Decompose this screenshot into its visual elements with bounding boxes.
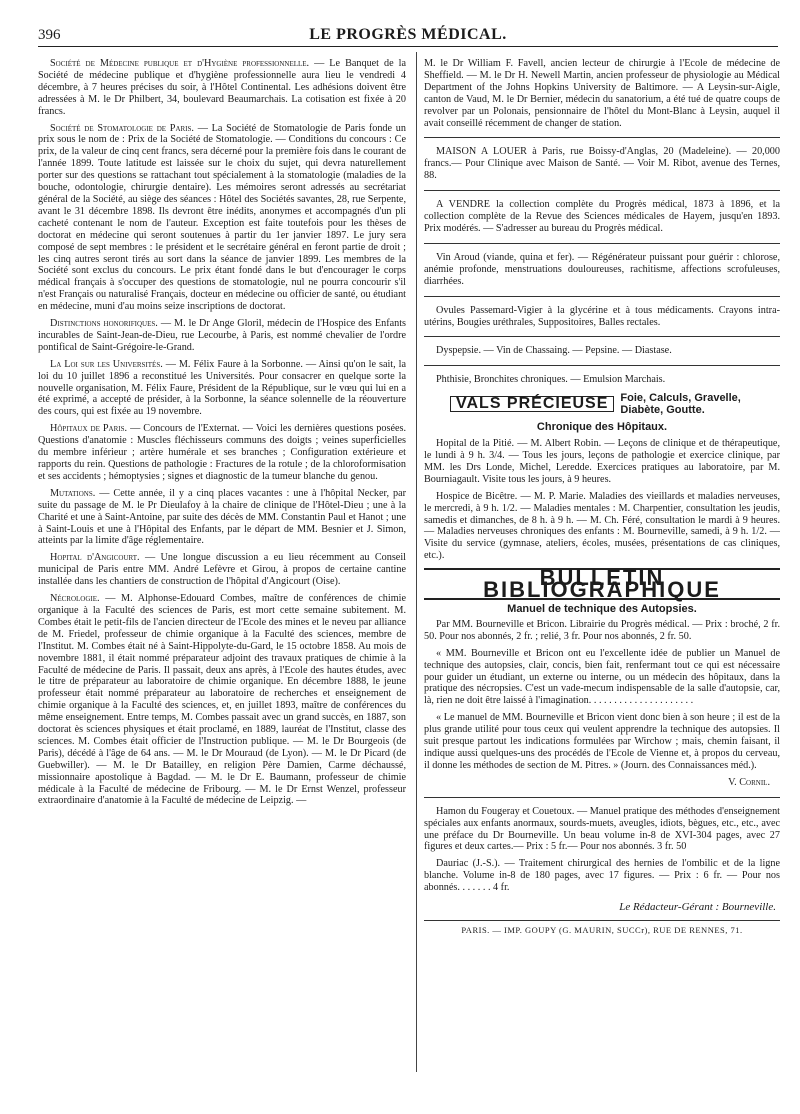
ad-ovules: Ovules Passemard-Vigier à la glycérine et à tous médicaments. Crayons intra-utérins, Bougies uréthrales, Suppositoires, Balles rectales. <box>424 304 780 328</box>
divider <box>424 336 780 337</box>
column-divider <box>416 52 417 1072</box>
manuel-title: Manuel de technique des Autopsies. <box>507 603 697 615</box>
item-heading: Mutations. <box>50 487 96 499</box>
chronique-title: Chronique des Hôpitaux. <box>536 421 668 434</box>
item-text: — Concours de l'Externat. — Voici les dernières questions posées. Questions d'anatomie : Muscles fléchisseurs communs des doigts ; veines superficielles du membre inférieur ; artère humérale et ses branches ; Configuration extérieure et rapports du rein. Questions de pathologie : Fractures de la rotule ; de la chloroformisation et ses accidents ; hémoptysies ; signes et diagnostic de la tumeur blanche du genou. <box>38 423 406 482</box>
ad-phthisie: Phthisie, Bronchites chroniques. — Emulsion Marchais. <box>436 374 666 386</box>
item-text: — Cette année, il y a cinq places vacantes : une à l'hôpital Necker, par suite du passage de M. le Pr Dieulafoy à la chaire de clinique de l'Hôtel-Dieu ; une à la Charité et une à Saint-Antoine, par suite des décès de MM. Constantin Paul et Hanot ; une à Saint-Louis et une à l'Hôpital des Enfants, par le départ de MM. Besnier et J. Simon, atteints par la limite d'âge réglementaire. <box>38 487 406 547</box>
divider <box>424 243 780 244</box>
book-dauriac: Dauriac (J.-S.). — Traitement chirurgical des hernies de l'ombilic et de la ligne blanche. Volume in-8 de 180 pages, avec 17 figures. — Prix : 6 fr. — Pour nos abonnés. . . . . . . 4 fr. <box>424 858 780 894</box>
vals-line-2: Diabète, Goutte. <box>620 404 705 417</box>
divider <box>424 365 780 366</box>
ad-vendre: A VENDRE la collection complète du Progrès médical, 1873 à 1896, et la collection complète de la Revue des Sciences médicales de Hayem, jusqu'en 1893. Prix modérés. — S'adresser au bureau du Progrès médical. <box>424 199 780 234</box>
item-heading: Hôpitaux de Paris. <box>50 423 128 435</box>
manuel-review: « MM. Bourneville et Bricon ont eu l'excellente idée de publier un Manuel de technique des autopsies, clair, concis, bien fait, renfermant tout ce qui est nécessaire pour guider un étudiant, un externe ou interne, ou un médecin des hôpitaux, dans la pratique des nécropsies. C'est un vade-mecum indispensable de la salle d'autopsie, car, là, rien ne doit être laissé à l'imagination. . . . . . . . . . . . . . . . . . . . . <box>424 647 780 707</box>
manuel-review-2: « Le manuel de MM. Bourneville et Bricon vient donc bien à son heure ; il est de la plus grande utilité pour tous ceux qui veulent apprendre la technique des autopsies. Il suit presque partout les indications formulées par Wirchow ; mais, chemin faisant, il indique aussi quelques-uns des procédés de l'Ecole de Vienne et, à propos du cerveau, il donne les méthodes de section de M. Pitres. » (Journ. des Connaissances méd.). <box>424 712 780 771</box>
page-number: 396 <box>38 27 61 43</box>
news-item-distinctions <box>38 318 406 354</box>
ad-vals <box>450 392 780 416</box>
necrologie-continued: M. le Dr William F. Favell, ancien lecteur de chirurgie à l'Ecole de médecine de Sheffield. — M. le Dr H. Newell Martin, ancien professeur de physiologie au Médical Department of the Johns Hopkins University de Baltimore. — A Leysin-sur-Aigle, canton de Vaud, M. le Dr Bernier, médecin du sanatorium, a été tué de quatre coups de revolver par un Polonais, pensionnaire de l'hôtel du Mont-Blanc à Leysin, auquel il avait conseillé récemment de changer de station. <box>424 58 780 129</box>
review-signature: V. Cornil. <box>728 776 770 788</box>
advertisements <box>424 146 780 416</box>
item-text: — Une longue discussion a eu lieu récemment au Conseil municipal de Paris entre MM. André Lefèvre et Girou, à propos de certaine cantine installée dans les chantiers de construction de l'hôpital d'Angicourt (Oise). <box>38 552 406 588</box>
printer-imprint: PARIS. — IMP. GOUPY (G. MAURIN, SUCCr), RUE DE RENNES, 71. <box>424 920 780 937</box>
bulletin-title: BULLETIN BIBLIOGRAPHIQUE <box>424 568 780 600</box>
right-column <box>424 58 780 937</box>
vals-line-1: Foie, Calculs, Gravelle, <box>620 392 741 405</box>
news-item-societe-medecine <box>38 58 406 118</box>
item-heading: Nécrologie. <box>50 593 100 605</box>
news-item-mutations <box>38 488 406 548</box>
chronique-pitie: Hopital de la Pitié. — M. Albert Robin. — Leçons de clinique et de thérapeutique, le lundi à 9 h. 3/4. — Tous les jours, leçons de pathologie et exercice clinique, par MM. les Drs Londe, Michel, Leredde. Exercices pratiques au laboratoire, par M. Bourniagault. Visite tous les jours, à 9 heures. <box>424 438 780 485</box>
item-heading: Hopital d'Angicourt. <box>50 552 140 564</box>
divider <box>424 137 780 138</box>
redacteur-gerant <box>424 902 776 914</box>
journal-title: LE PROGRÈS MÉDICAL. <box>309 26 507 43</box>
ad-maison: MAISON A LOUER à Paris, rue Boissy-d'Anglas, 20 (Madeleine). — 20,000 francs.— Pour Clinique avec Maison de Santé. — Voir M. Ribot, avenue des Ternes, 88. <box>424 146 780 182</box>
redacteur-text: Le Rédacteur-Gérant : Bourneville. <box>619 901 776 914</box>
item-text: — M. le Dr Ange Gloril, médecin de l'Hospice des Enfants incurables de Saint-Jean-de-Dieu, rue Lecourbe, à Paris, est nommé chevalier de l'ordre pontifical de Saint-Grégoire-le-Grand. <box>38 318 407 353</box>
divider <box>424 190 780 191</box>
news-item-necrologie <box>38 593 406 807</box>
ad-vin-aroud: Vin Aroud (viande, quina et fer). — Régénérateur puissant pour guérir : chlorose, anémie profonde, menstruations douloureuses, rachitisme, affections scrofuleuses, diarrhées. <box>424 251 780 287</box>
news-item-loi-universites <box>38 359 406 419</box>
book-hamon: Hamon du Fougeray et Couetoux. — Manuel pratique des méthodes d'enseignement spéciales aux enfants anormaux, sourds-muets, aveugles, idiots, bègues, etc., etc., avec une préface du Dr Bourneville. Un beau volume in-8 de XVI-304 pages, avec 27 figures et deux cartes.— Prix : 5 fr.— Pour nos abonnés. 3 fr. 50 <box>424 805 780 853</box>
item-heading: Société de Médecine publique et d'Hygiène professionnelle. <box>50 58 310 69</box>
vals-indications <box>620 392 740 416</box>
news-item-societe-stomatologie <box>38 123 406 314</box>
chronique-bicetre: Hospice de Bicêtre. — M. P. Marie. Maladies des vieillards et maladies nerveuses, le mercredi, à 9 h. 1/2. — Maladies mentales : M. Charpentier, consultation les jeudis, samedis et dimanches, de 8 h. à 9 h. — M. Ch. Féré, consultation le mardi à 9 heures. — Maladies nerveuses chroniques des enfants : M. Bourneville, samedi, à 9 h. 1/2. — Visite du service (gymnase, ateliers, écoles, musées, présentations de cas cliniques, etc.). <box>424 490 780 562</box>
left-column <box>38 58 406 812</box>
vals-logo: VALS PRÉCIEUSE <box>450 396 614 412</box>
item-heading: Distinctions honorifiques. <box>50 318 158 330</box>
item-text: — M. Félix Faure à la Sorbonne. — Ainsi qu'on le sait, la loi du 10 juillet 1896 a reconstitué les Universités. Pour consacrer en quelque sorte la nouvelle organisation, M. Félix Faure, Président de la République, sur le vœu qui lui en a été exprimé, a accepté de présider, à la Sorbonne, la séance solennelle de la réouverture des cours, qui est fixée au 19 novembre. <box>38 358 406 418</box>
news-item-hopitaux-paris <box>38 423 406 483</box>
divider <box>424 797 780 798</box>
item-text: — La Société de Stomatologie de Paris fonde un prix sous le nom de : Prix de la Société de Stomatologie. — Conditions du concours : Ce prix, de la valeur de cinq cent francs, sera décerné pour la première fois dans le courant de l'année 1899. Toute latitude est laissée sur le choix du sujet, qui devra naturellement porter sur des questions se rattachant tout spécialement à la stomatologie (maladies de la bouche, odontologie, chirurgie dentaire). Les mémoires seront adressés au secrétariat général de la Société, au siège des séances : Hôtel des Sociétés savantes, 28, rue Serpente, avant le 31 décembre 1898. Ils devront être inédits, anonymes et accompagnés d'un pli cacheté contenant le nom de l'auteur. Exception est faite toutefois pour les thèses de doctorat en médecine qui seront soutenues à partir du 1er janvier 1897. Le jury sera composé de sept membres : le président et le secrétaire général en feront partie de droit ; les cinq autres seront tirés au sort dans la séance de janvier 1899. Les membres de la Société sont exclus du concours. Le prix étant fondé dans le but d'encourager le corps médical français à s'occuper des questions de stomatologie, nul ne pourra concourir s'il n'est Français ou naturalisé Français, docteur en médecine ou officier de santé, ou étudiant en médecine, muni d'au moins seize inscriptions de doctorat. <box>38 122 406 313</box>
divider <box>424 296 780 297</box>
item-heading: La Loi sur les Universités. <box>50 358 163 370</box>
page-header <box>38 24 778 47</box>
ad-dyspepsie: Dyspepsie. — Vin de Chassaing. — Pepsine. — Diastase. <box>436 345 672 357</box>
manuel-reference: Par MM. Bourneville et Bricon. Librairie du Progrès médical. — Prix : broché, 2 fr. 50. Pour nos abonnés, 2 fr. ; relié, 3 fr. Pour nos abonnés, 2 fr. 50. <box>424 618 780 642</box>
item-text: — Le Banquet de la Société de médecine publique et d'hygiène professionnelle aura lieu le vendredi 4 décembre, à 7 heures précises du soir, à l'Hôtel Continental. Les adhésions doivent être adressées à M. le Dr Philbert, 34, boulevard Beaumarchais. La cotisation est fixée à 20 francs. <box>38 58 406 117</box>
news-item-hopital-angicourt <box>38 552 406 588</box>
item-heading: Société de Stomatologie de Paris. <box>50 122 194 134</box>
item-text: — M. Alphonse-Edouard Combes, maître de conférences de chimie organique à la Faculté des sciences de Paris, est mort cette semaine subitement. M. Combes était le petit-fils de l'ancien directeur de l'Ecole des mines et le neveu par alliance de M. Friedel, professeur de chimie organique à la Faculté des sciences, membre de l'Institut. M. Combes était né à Saint-Hippolyte-du-Gard, le 15 octobre 1858. Au mois de novembre 1881, il était nommé préparateur adjoint des travaux pratiques de chimie à la Faculté de médecine de Paris. Il passait, deux ans après, à l'Ecole des hautes études, avec le titre de préparateur au laboratoire de chimie organique. En décembre 1888, le jeune professeur était nommé préparateur au laboratoire de recherches et enseignement de chimie organique à la Faculté des sciences, et, en juillet 1893, maître de conférences du même enseignement. Entre temps, M. Combes passait avec un grand succès, en 1887, son doctorat ès sciences physiques et était proclamé, en 1889, lauréat de l'Institut, classe des sciences. M. Combes était officier de l'Instruction publique. — M. le Dr Bourgeois (de Paris), décédé à l'âge de 64 ans. — M. le Dr Mouraud (de Lyon). — M. le Dr Picard (de Guebwiller). — M. le Dr Batailley, en religion Père Damien, Carme déchaussé, missionnaire apostolique à Bagdad. — M. le Dr E. Baumann, professeur de chimie médicale à la Faculté de médecine de Fribourg. — M. le Dr Ernst Wenzel, professeur extraordinaire d'anatomie à la Faculté de médecine de Leipzig. — <box>38 593 406 807</box>
